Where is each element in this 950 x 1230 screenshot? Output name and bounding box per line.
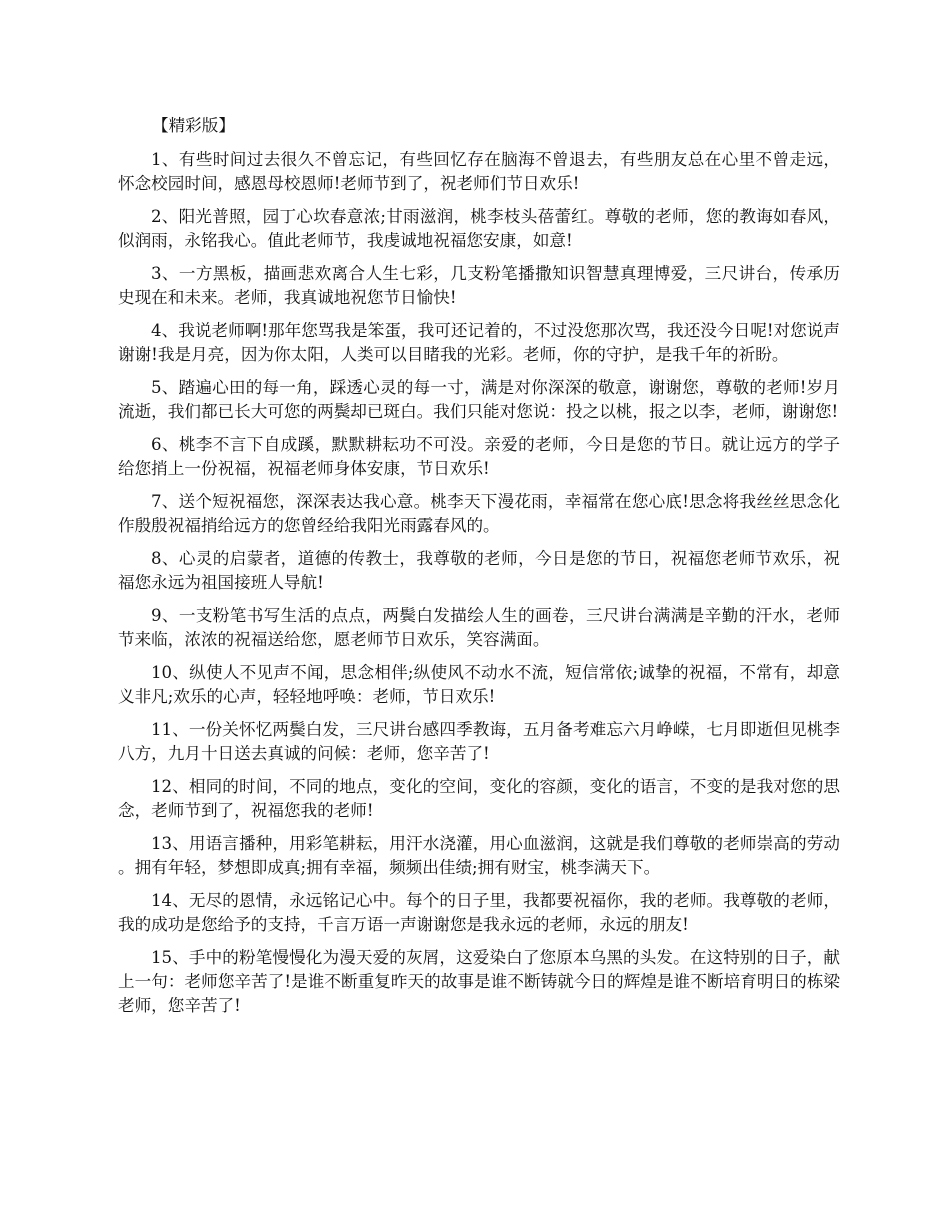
- section-heading: 【精彩版】: [152, 116, 235, 135]
- paragraph-15: 15、手中的粉笔慢慢化为漫天爱的灰屑，这爱染白了您原本乌黑的头发。在这特别的日子，献上一句：老师您辛苦了!是谁不断重复昨天的故事是谁不断铸就今日的辉煌是谁不断培育明日的栋梁老师，您辛苦了!: [118, 948, 840, 1015]
- paragraph-10: 10、纵使人不见声不闻，思念相伴;纵使风不动水不流，短信常依;诚挚的祝福，不常有，却意义非凡;欢乐的心声，轻轻地呼唤：老师，节日欢乐!: [118, 663, 840, 706]
- paragraph-12: 12、相同的时间，不同的地点，变化的空间，变化的容颜，变化的语言，不变的是我对您的思念，老师节到了，祝福您我的老师!: [118, 777, 840, 820]
- paragraph-11: 11、一份关怀忆两鬓白发，三尺讲台感四季教诲，五月备考难忘六月峥嵘，七月即逝但见桃李八方，九月十日送去真诚的问候：老师，您辛苦了!: [118, 720, 840, 763]
- paragraph-5: 5、踏遍心田的每一角，踩透心灵的每一寸，满是对你深深的敬意，谢谢您，尊敬的老师!岁月流逝，我们都已长大可您的两鬓却已斑白。我们只能对您说：投之以桃，报之以李，老师，谢谢您!: [118, 378, 840, 421]
- paragraph-1: 1、有些时间过去很久不曾忘记，有些回忆存在脑海不曾退去，有些朋友总在心里不曾走远，怀念校园时间，感恩母校恩师!老师节到了，祝老师们节日欢乐!: [118, 150, 840, 193]
- paragraph-9: 9、一支粉笔书写生活的点点，两鬓白发描绘人生的画卷，三尺讲台满满是辛勤的汗水，老师节来临，浓浓的祝福送给您，愿老师节日欢乐，笑容满面。: [118, 606, 840, 649]
- paragraph-3: 3、一方黑板，描画悲欢离合人生七彩，几支粉笔播撒知识智慧真理博爱，三尺讲台，传承历史现在和未来。老师，我真诚地祝您节日愉快!: [118, 264, 840, 307]
- paragraph-8: 8、心灵的启蒙者，道德的传教士，我尊敬的老师，今日是您的节日，祝福您老师节欢乐，祝福您永远为祖国接班人导航!: [118, 549, 840, 592]
- paragraph-14: 14、无尽的恩情，永远铭记心中。每个的日子里，我都要祝福你，我的老师。我尊敬的老师，我的成功是您给予的支持，千言万语一声谢谢您是我永远的老师，永远的朋友!: [118, 891, 840, 934]
- paragraph-7: 7、送个短祝福您，深深表达我心意。桃李天下漫花雨，幸福常在您心底!思念将我丝丝思念化作殷殷祝福捎给远方的您曾经给我阳光雨露春风的。: [118, 492, 840, 535]
- document-body: [118, 114, 840, 1027]
- paragraph-6: 6、桃李不言下自成蹊，默默耕耘功不可没。亲爱的老师，今日是您的节日。就让远方的学子给您捎上一份祝福，祝福老师身体安康，节日欢乐!: [118, 435, 840, 478]
- paragraph-4: 4、我说老师啊!那年您骂我是笨蛋，我可还记着的，不过没您那次骂，我还没今日呢!对您说声谢谢!我是月亮，因为你太阳，人类可以目睹我的光彩。老师，你的守护，是我千年的祈盼。: [118, 321, 840, 364]
- paragraph-13: 13、用语言播种，用彩笔耕耘，用汗水浇灌，用心血滋润，这就是我们尊敬的老师崇高的劳动。拥有年轻，梦想即成真;拥有幸福，频频出佳绩;拥有财宝，桃李满天下。: [118, 834, 840, 877]
- paragraph-2: 2、阳光普照，园丁心坎春意浓;甘雨滋润，桃李枝头蓓蕾红。尊敬的老师，您的教诲如春风，似润雨，永铭我心。值此老师节，我虔诚地祝福您安康，如意!: [118, 207, 840, 250]
